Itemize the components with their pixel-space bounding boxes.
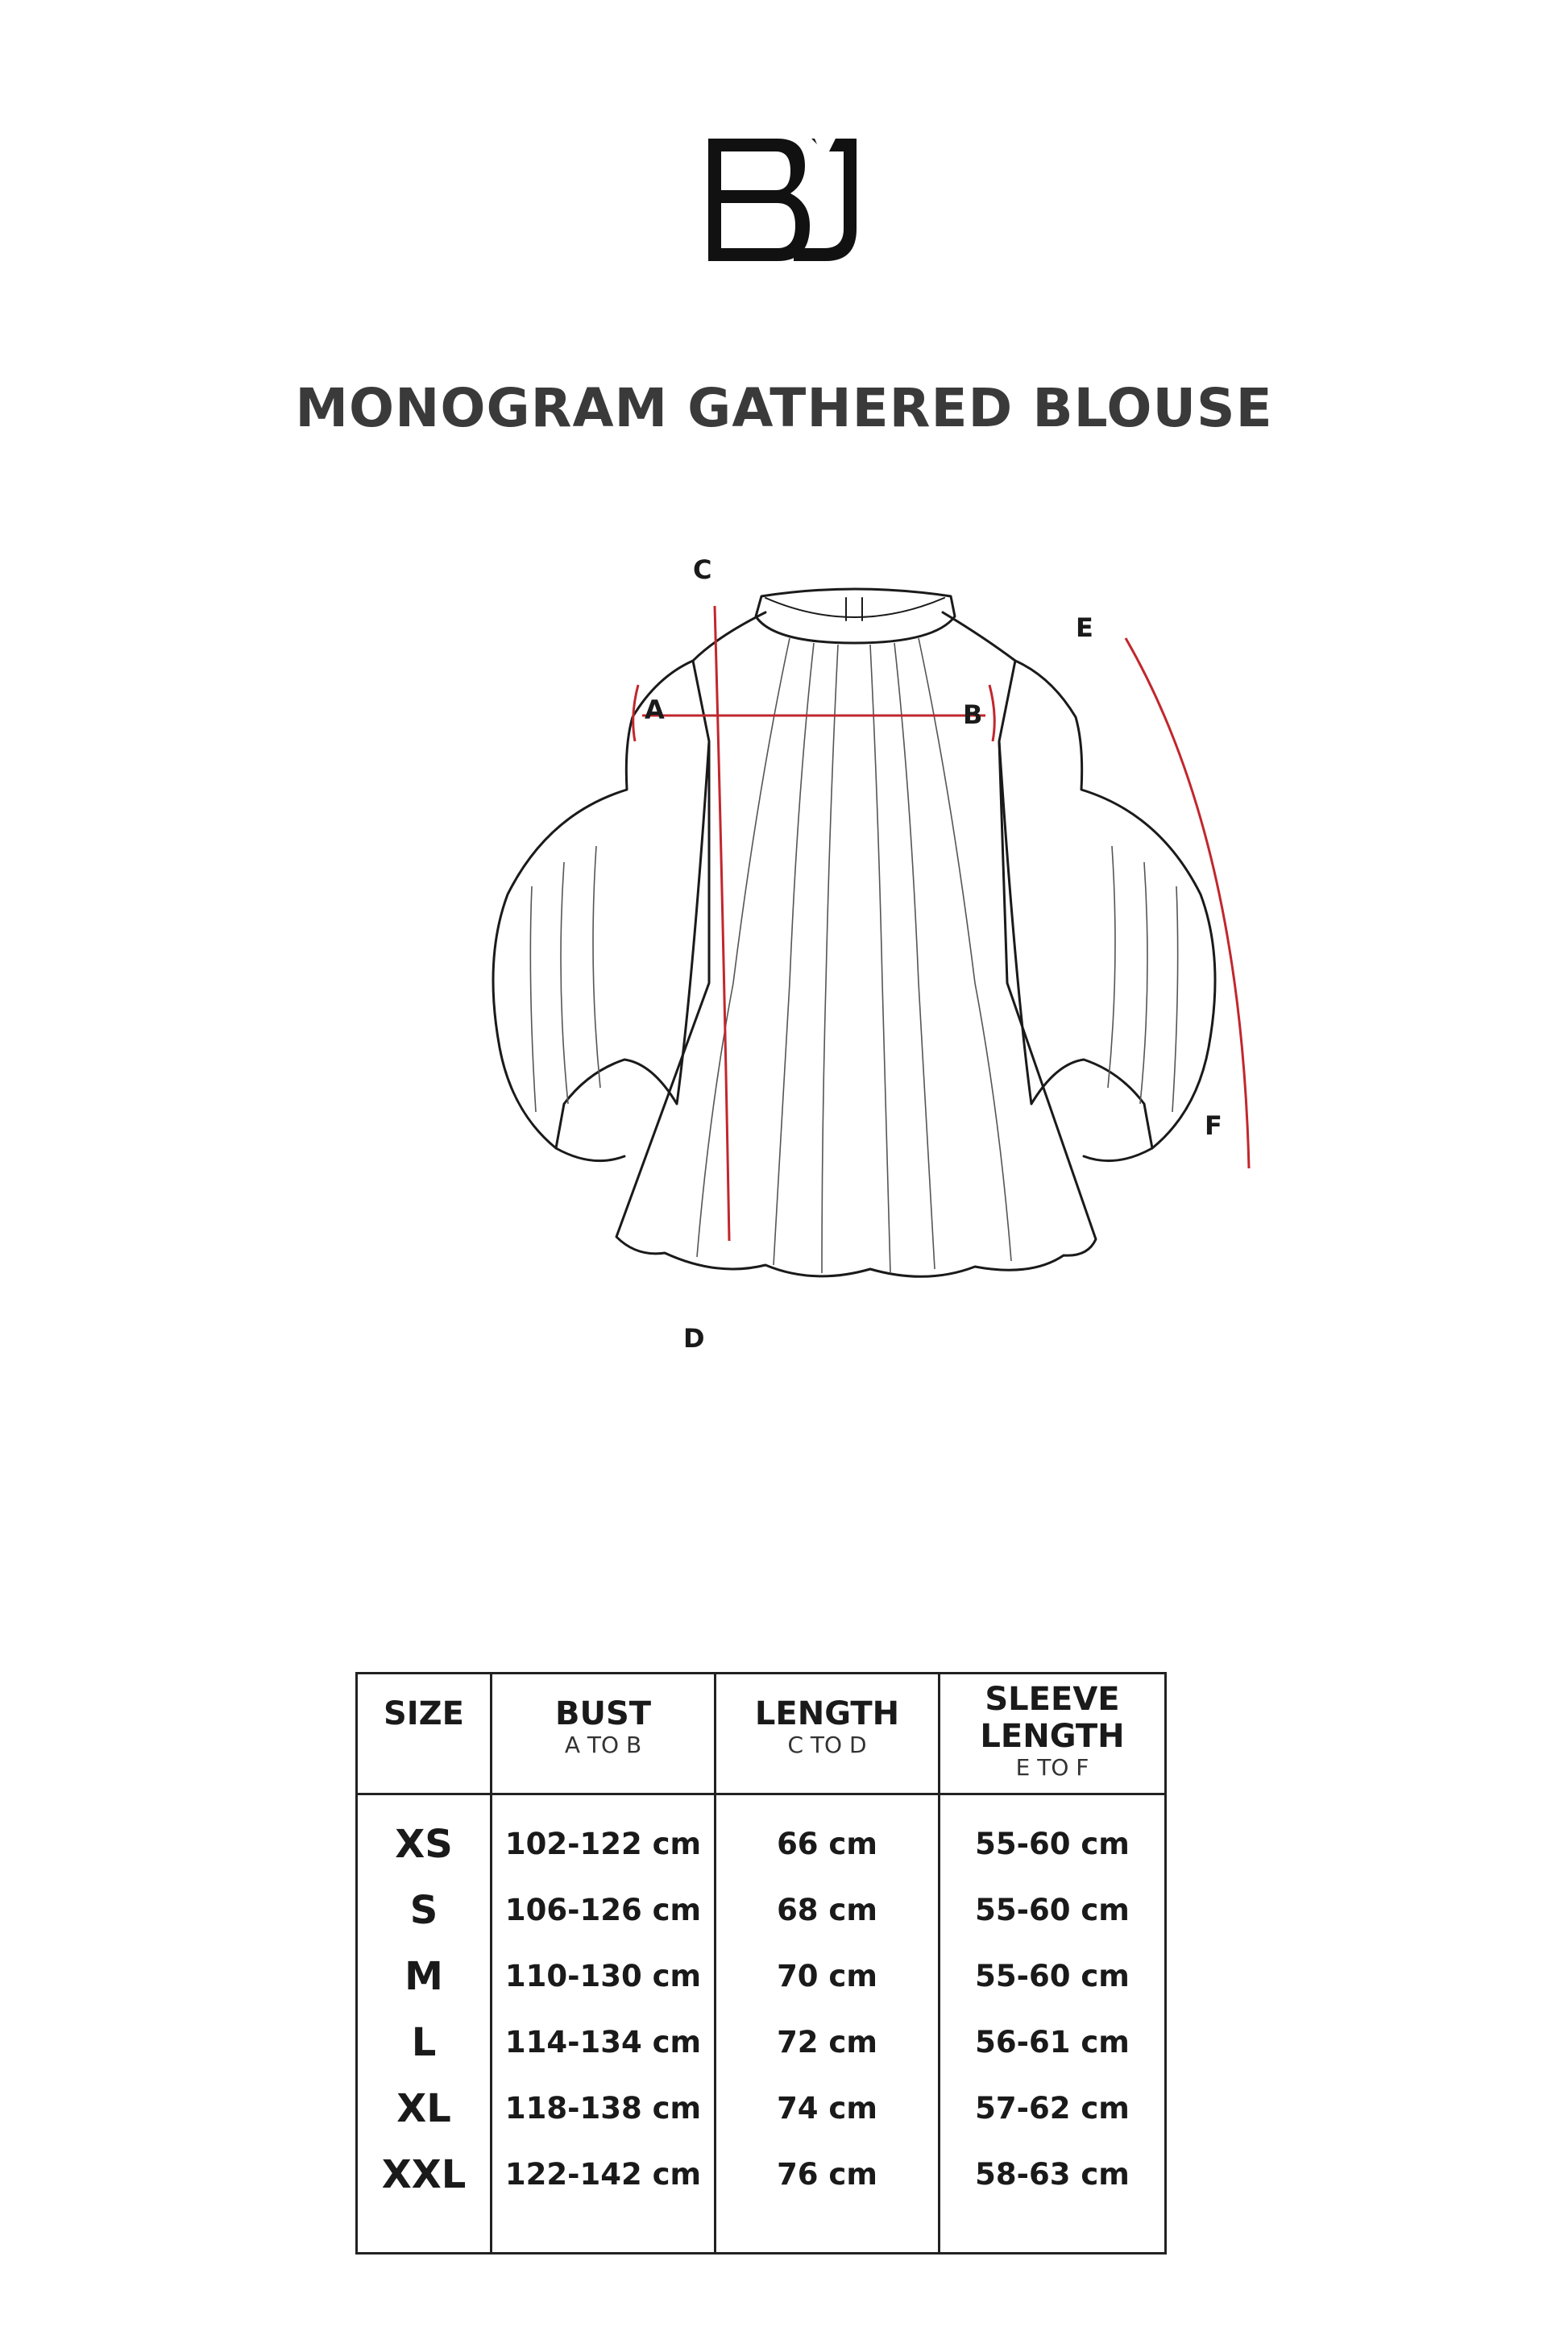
sleeve-cell: 55-60 cm xyxy=(975,1959,1130,1993)
sleeve-cell: 58-63 cm xyxy=(975,2157,1130,2192)
sleeve-cell: 55-60 cm xyxy=(975,1893,1130,1927)
label-c: C xyxy=(693,554,712,585)
label-f: F xyxy=(1205,1110,1222,1141)
table-row xyxy=(358,2142,1164,2208)
length-cell: 74 cm xyxy=(777,2091,877,2126)
sleeve-measure-line xyxy=(1126,638,1249,1168)
label-e: E xyxy=(1076,612,1093,643)
bust-cell: 122-142 cm xyxy=(504,2157,702,2192)
header-size: SIZE xyxy=(383,1695,465,1732)
sleeve-cell: 57-62 cm xyxy=(975,2091,1130,2126)
label-a: A xyxy=(645,695,665,725)
table-row xyxy=(358,2076,1164,2142)
bust-cell: 114-134 cm xyxy=(504,2025,702,2060)
size-cell: XXL xyxy=(381,2152,467,2197)
bust-cell: 102-122 cm xyxy=(504,1827,702,1861)
header-sleeve-length: SLEEVE LENGTH E TO F xyxy=(980,1681,1125,1781)
length-cell: 70 cm xyxy=(777,1959,877,1993)
size-cell: M xyxy=(404,1954,443,1999)
header-length: LENGTH C TO D xyxy=(754,1695,900,1758)
right-sleeve xyxy=(999,661,1215,1148)
length-cell: 76 cm xyxy=(777,2157,877,2192)
length-cell: 66 cm xyxy=(777,1827,877,1861)
size-chart-table xyxy=(355,1672,1167,2255)
size-cell: L xyxy=(411,2020,437,2065)
label-b: B xyxy=(963,699,983,730)
table-row xyxy=(358,1943,1164,2010)
table-header xyxy=(358,1674,1164,1795)
page-title: MONOGRAM GATHERED BLOUSE xyxy=(295,377,1273,439)
bust-cell: 110-130 cm xyxy=(504,1959,702,1993)
size-cell: XS xyxy=(395,1822,453,1867)
bust-cell: 118-138 cm xyxy=(504,2091,702,2126)
sleeve-cell: 55-60 cm xyxy=(975,1827,1130,1861)
label-d: D xyxy=(683,1323,705,1354)
bust-cell: 106-126 cm xyxy=(504,1893,702,1927)
table-row xyxy=(358,1877,1164,1943)
blouse-diagram xyxy=(451,548,1257,1370)
length-cell: 68 cm xyxy=(777,1893,877,1927)
header-bust: BUST A TO B xyxy=(554,1695,652,1758)
size-cell: S xyxy=(409,1888,438,1933)
collar xyxy=(756,589,955,643)
size-cell: XL xyxy=(396,2086,451,2131)
length-measure-line xyxy=(715,606,729,1241)
table-row xyxy=(358,2010,1164,2076)
sleeve-cell: 56-61 cm xyxy=(975,2025,1130,2060)
table-row xyxy=(358,1811,1164,1877)
length-cell: 72 cm xyxy=(777,2025,877,2060)
brand-logo xyxy=(703,134,861,266)
blouse-body-outline xyxy=(616,612,1096,1276)
